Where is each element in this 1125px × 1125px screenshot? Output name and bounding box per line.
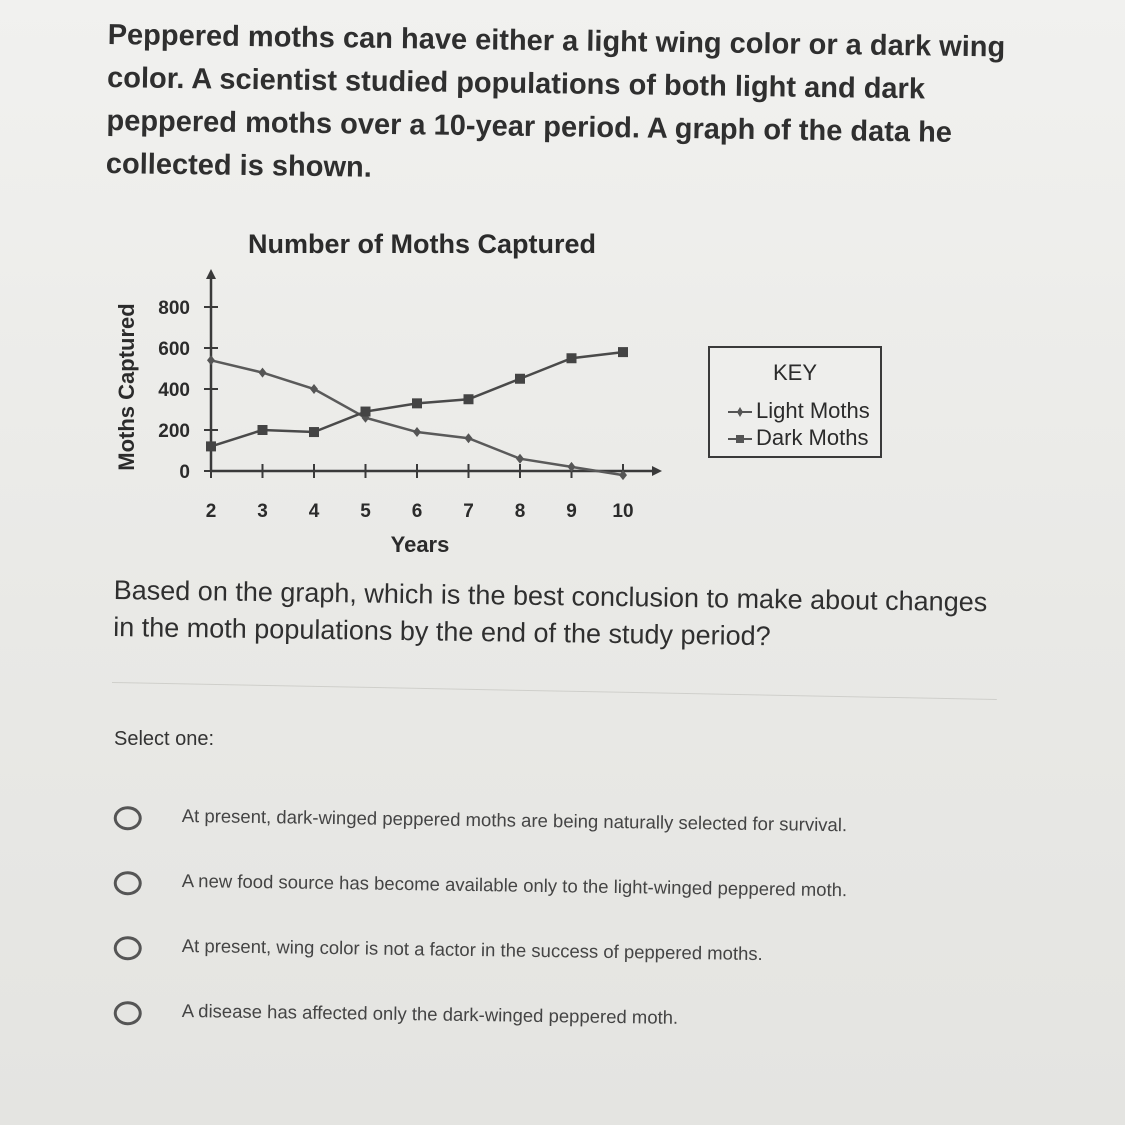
x-tick-label: 5 (360, 501, 371, 522)
light-moths-point (310, 384, 318, 394)
x-tick-label: 8 (514, 501, 526, 522)
x-axis-label: Years (390, 532, 450, 557)
option-2-text[interactable]: A new food source has become available only to the light-winged peppered moth. (181, 869, 848, 901)
option-3[interactable] (113, 930, 994, 1007)
x-tick-label: 10 (612, 501, 634, 522)
x-axis-arrow-icon (652, 466, 662, 476)
y-tick-label: 0 (179, 462, 190, 483)
light-moths-point (413, 427, 421, 437)
x-tick-label: 2 (205, 501, 217, 522)
intro-paragraph: Peppered moths can have either a light wing color or a dark wing color. A scientist studied populations of both light and dark peppered moths over a 10-year period. A graph of the data he collected is shown. (105, 18, 1006, 184)
chart-legend (708, 346, 882, 458)
dark-moths-point (515, 374, 525, 384)
y-tick-label: 800 (158, 298, 190, 319)
y-tick-label: 600 (158, 339, 190, 360)
dark-moths-point (567, 353, 577, 363)
option-1-text[interactable]: At present, dark-winged peppered moths are being naturally selected for survival. (181, 804, 848, 836)
y-axis-label: Moths Captured (114, 303, 139, 471)
option-4-text[interactable]: A disease has affected only the dark-winged peppered moth. (181, 999, 679, 1028)
light-moths-point (259, 368, 267, 378)
chart-series (206, 347, 628, 480)
series-line-light (211, 360, 623, 475)
dark-moths-point (258, 425, 268, 435)
legend-light-marker-icon (726, 405, 754, 419)
dark-moths-point (618, 347, 628, 357)
radio-button-3[interactable] (114, 936, 142, 960)
divider (112, 682, 997, 700)
legend-item-dark (726, 425, 868, 451)
x-tick-label: 9 (566, 501, 577, 522)
question-text: Based on the graph, which is the best conclusion to make about changes in the moth populations by the end of the study period? (113, 574, 988, 652)
legend-dark-label: Dark Moths (756, 425, 869, 450)
option-3-text[interactable]: At present, wing color is not a factor in the success of peppered moths. (181, 934, 763, 965)
option-4[interactable] (113, 995, 994, 1072)
answer-options (114, 800, 994, 1060)
option-1[interactable] (113, 800, 994, 877)
option-2[interactable] (113, 865, 994, 942)
radio-button-1[interactable] (114, 806, 142, 830)
light-moths-point (465, 433, 473, 443)
x-tick-label: 3 (257, 501, 268, 522)
dark-moths-point (206, 441, 216, 451)
dark-moths-point (309, 427, 319, 437)
y-tick-label: 200 (158, 421, 190, 442)
chart-axes (206, 269, 662, 476)
legend-light-label: Light Moths (756, 398, 870, 423)
dark-moths-point (361, 407, 371, 417)
legend-dark-marker-icon (726, 432, 754, 446)
light-moths-point (207, 355, 215, 365)
y-axis-arrow-icon (206, 269, 216, 279)
y-tick-label: 400 (158, 380, 190, 401)
x-tick-label: 6 (411, 501, 423, 522)
dark-moths-point (412, 398, 422, 408)
legend-title: KEY (772, 360, 818, 385)
light-moths-point (516, 454, 524, 464)
radio-button-2[interactable] (114, 871, 142, 895)
select-one-label: Select one: (114, 728, 215, 750)
legend-item-light (726, 398, 870, 424)
radio-button-4[interactable] (114, 1001, 142, 1025)
dark-moths-point (464, 394, 474, 404)
x-tick-label: 7 (463, 501, 474, 522)
chart-title: Number of Moths Captured (248, 229, 596, 259)
chart-ticks (158, 298, 633, 522)
x-tick-label: 4 (308, 501, 320, 522)
